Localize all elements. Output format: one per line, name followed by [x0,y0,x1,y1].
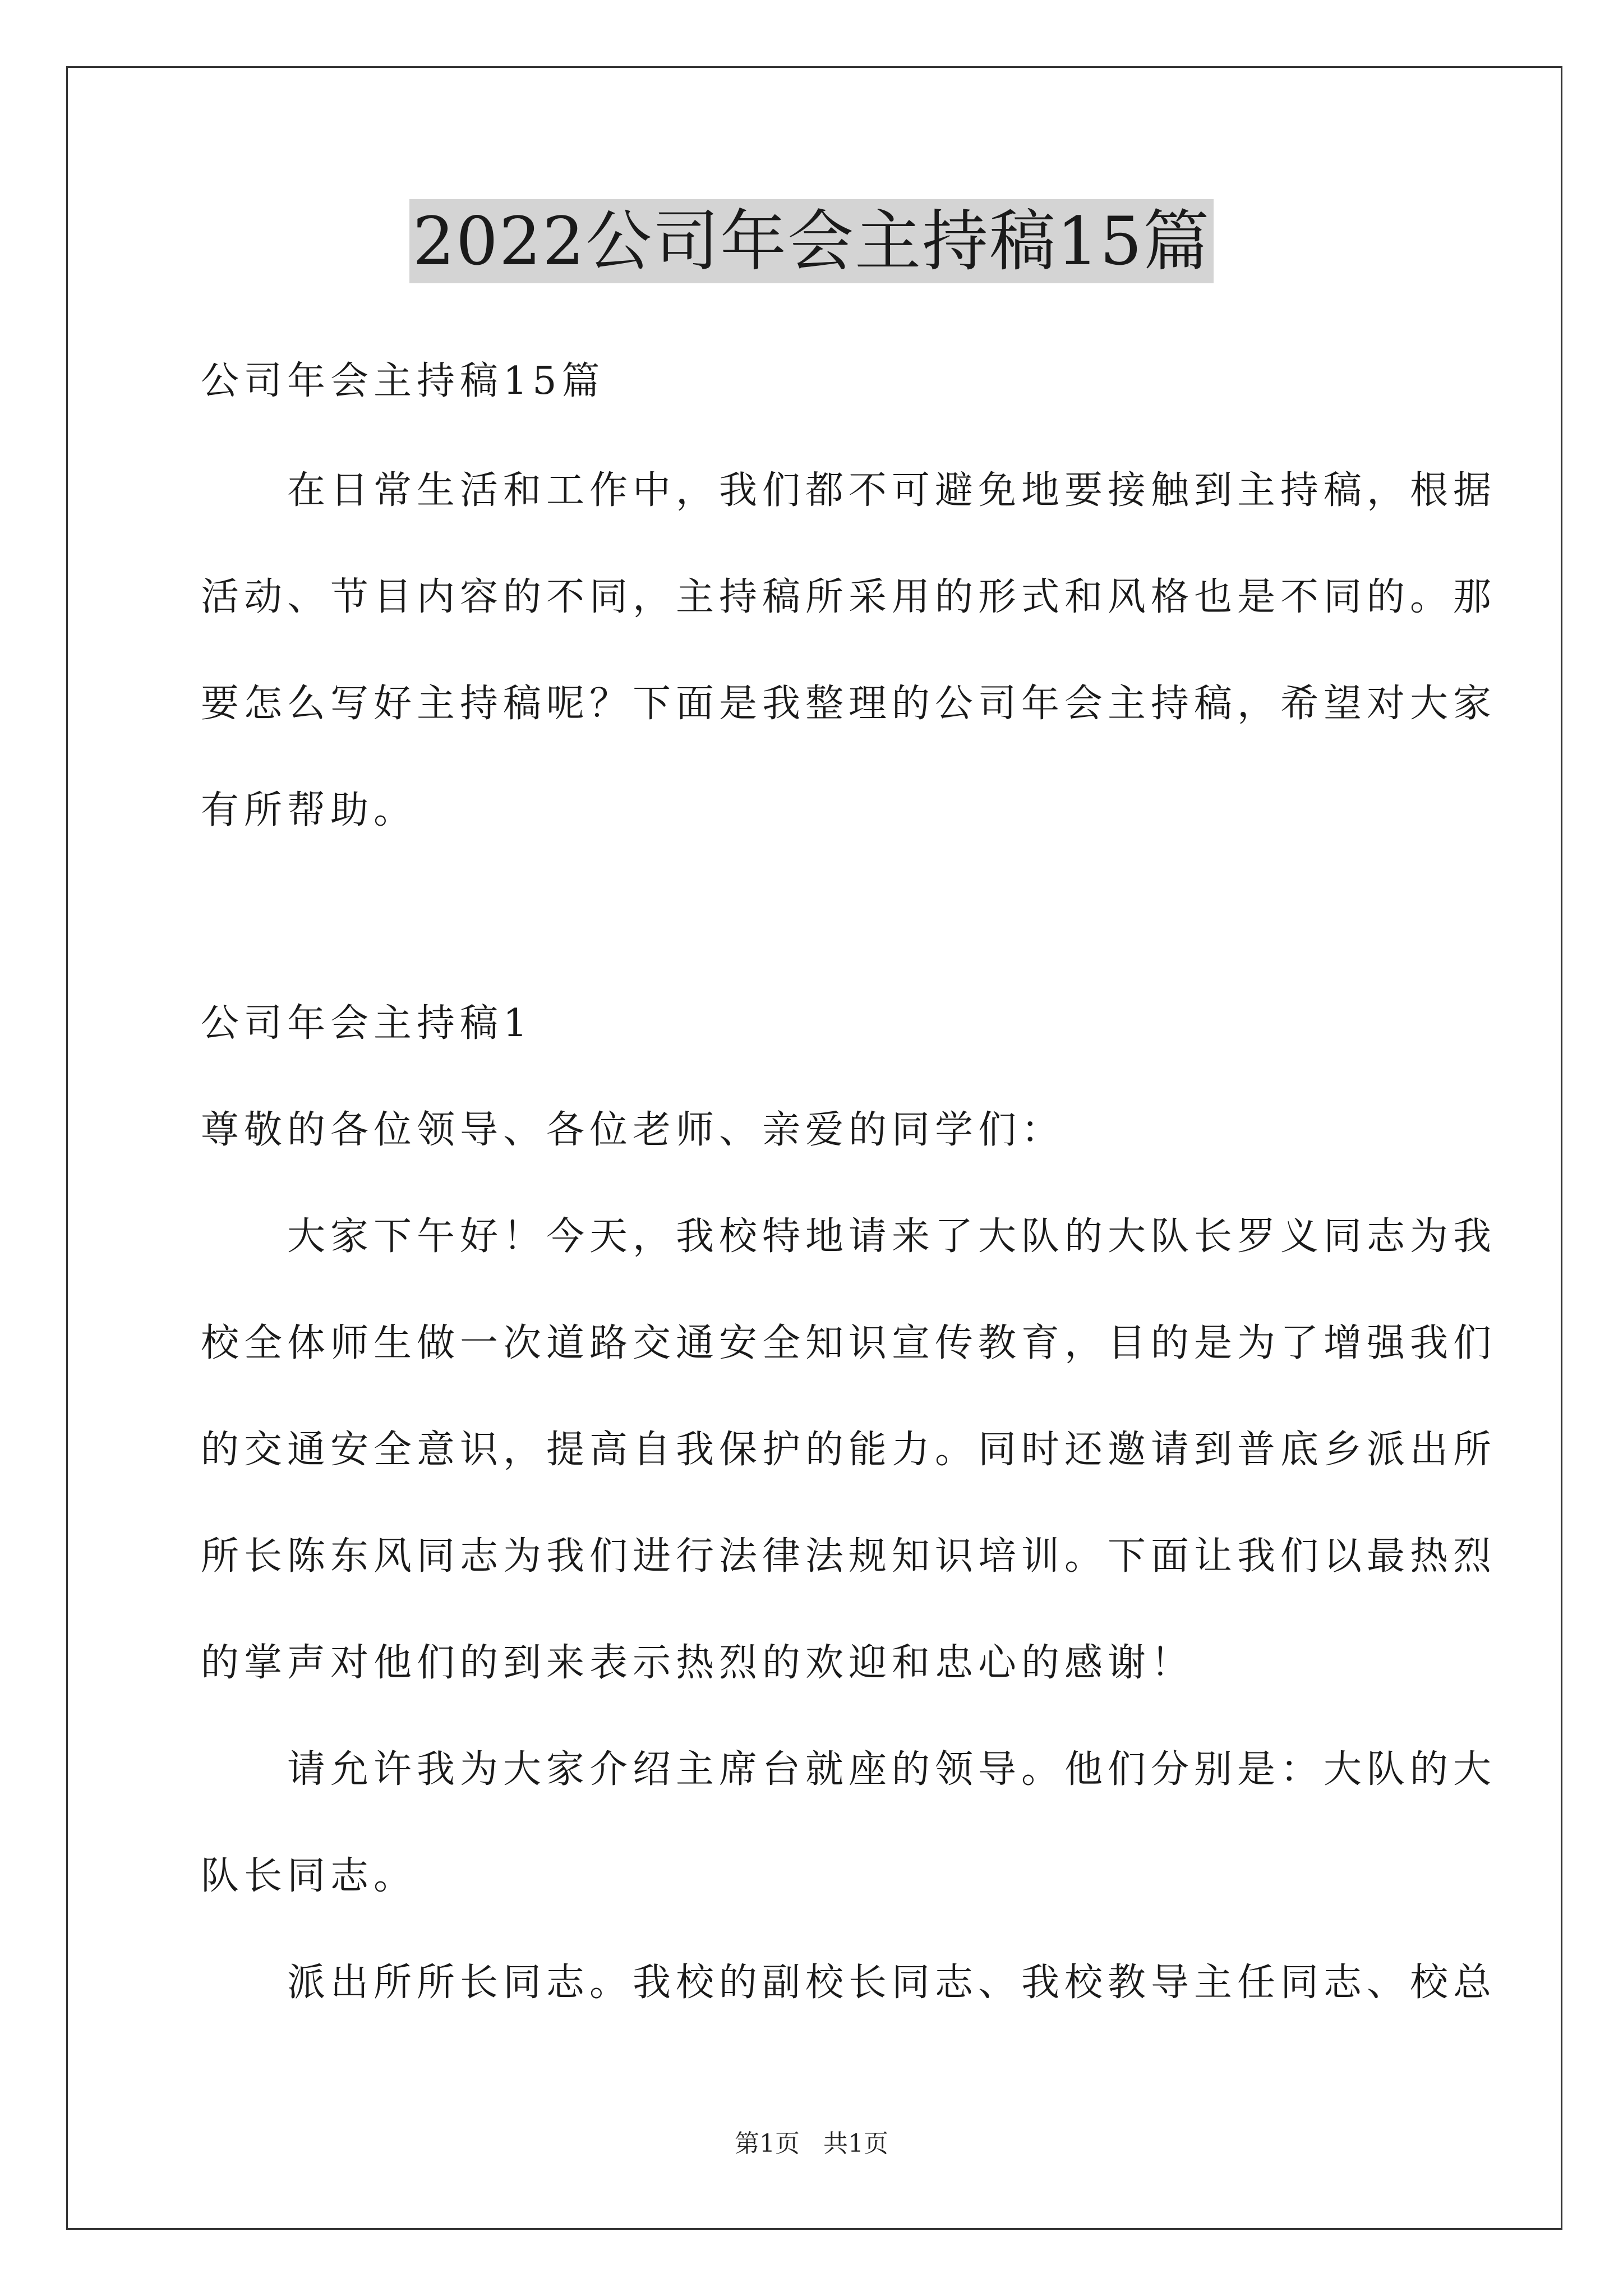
para2-line-2: 队长同志。 [201,1854,417,1898]
document-title: 2022公司年会主持稿15篇 [409,199,1214,283]
page-number: 第1页 [735,2129,800,2158]
total-pages: 共1页 [823,2129,888,2158]
para3-line-1: 派出所所长同志。我校的副校长同志、我校教导主任同志、校总 [201,1961,1497,2005]
para1-line-3: 的交通安全意识，提高自我保护的能力。同时还邀请到普底乡派出所 [201,1428,1497,1472]
intro-line-4: 有所帮助。 [201,788,417,832]
intro-line-1: 在日常生活和工作中，我们都不可避免地要接触到主持稿，根据 [201,468,1497,513]
para1-line-1: 大家下午好！今天，我校特地请来了大队的大队长罗义同志为我 [201,1214,1497,1259]
intro-line-3: 要怎么写好主持稿呢？下面是我整理的公司年会主持稿，希望对大家 [201,682,1497,726]
greeting-line: 尊敬的各位领导、各位老师、亲爱的同学们： [201,1108,1065,1152]
para1-line-2: 校全体师生做一次道路交通安全知识宣传教育，目的是为了增强我们 [201,1321,1497,1365]
para1-line-4: 所长陈东风同志为我们进行法律法规知识培训。下面让我们以最热烈 [201,1534,1497,1579]
document-subtitle: 公司年会主持稿15篇 [201,359,605,403]
para1-line-5: 的掌声对他们的到来表示热烈的欢迎和忠心的感谢！ [201,1641,1195,1685]
para2-line-1: 请允许我为大家介绍主席台就座的领导。他们分别是：大队的大 [201,1747,1497,1792]
section-heading: 公司年会主持稿1 [201,1001,533,1046]
title-container [0,199,1623,283]
page-footer [0,2123,1623,2159]
intro-line-2: 活动、节目内容的不同，主持稿所采用的形式和风格也是不同的。那 [201,575,1497,619]
